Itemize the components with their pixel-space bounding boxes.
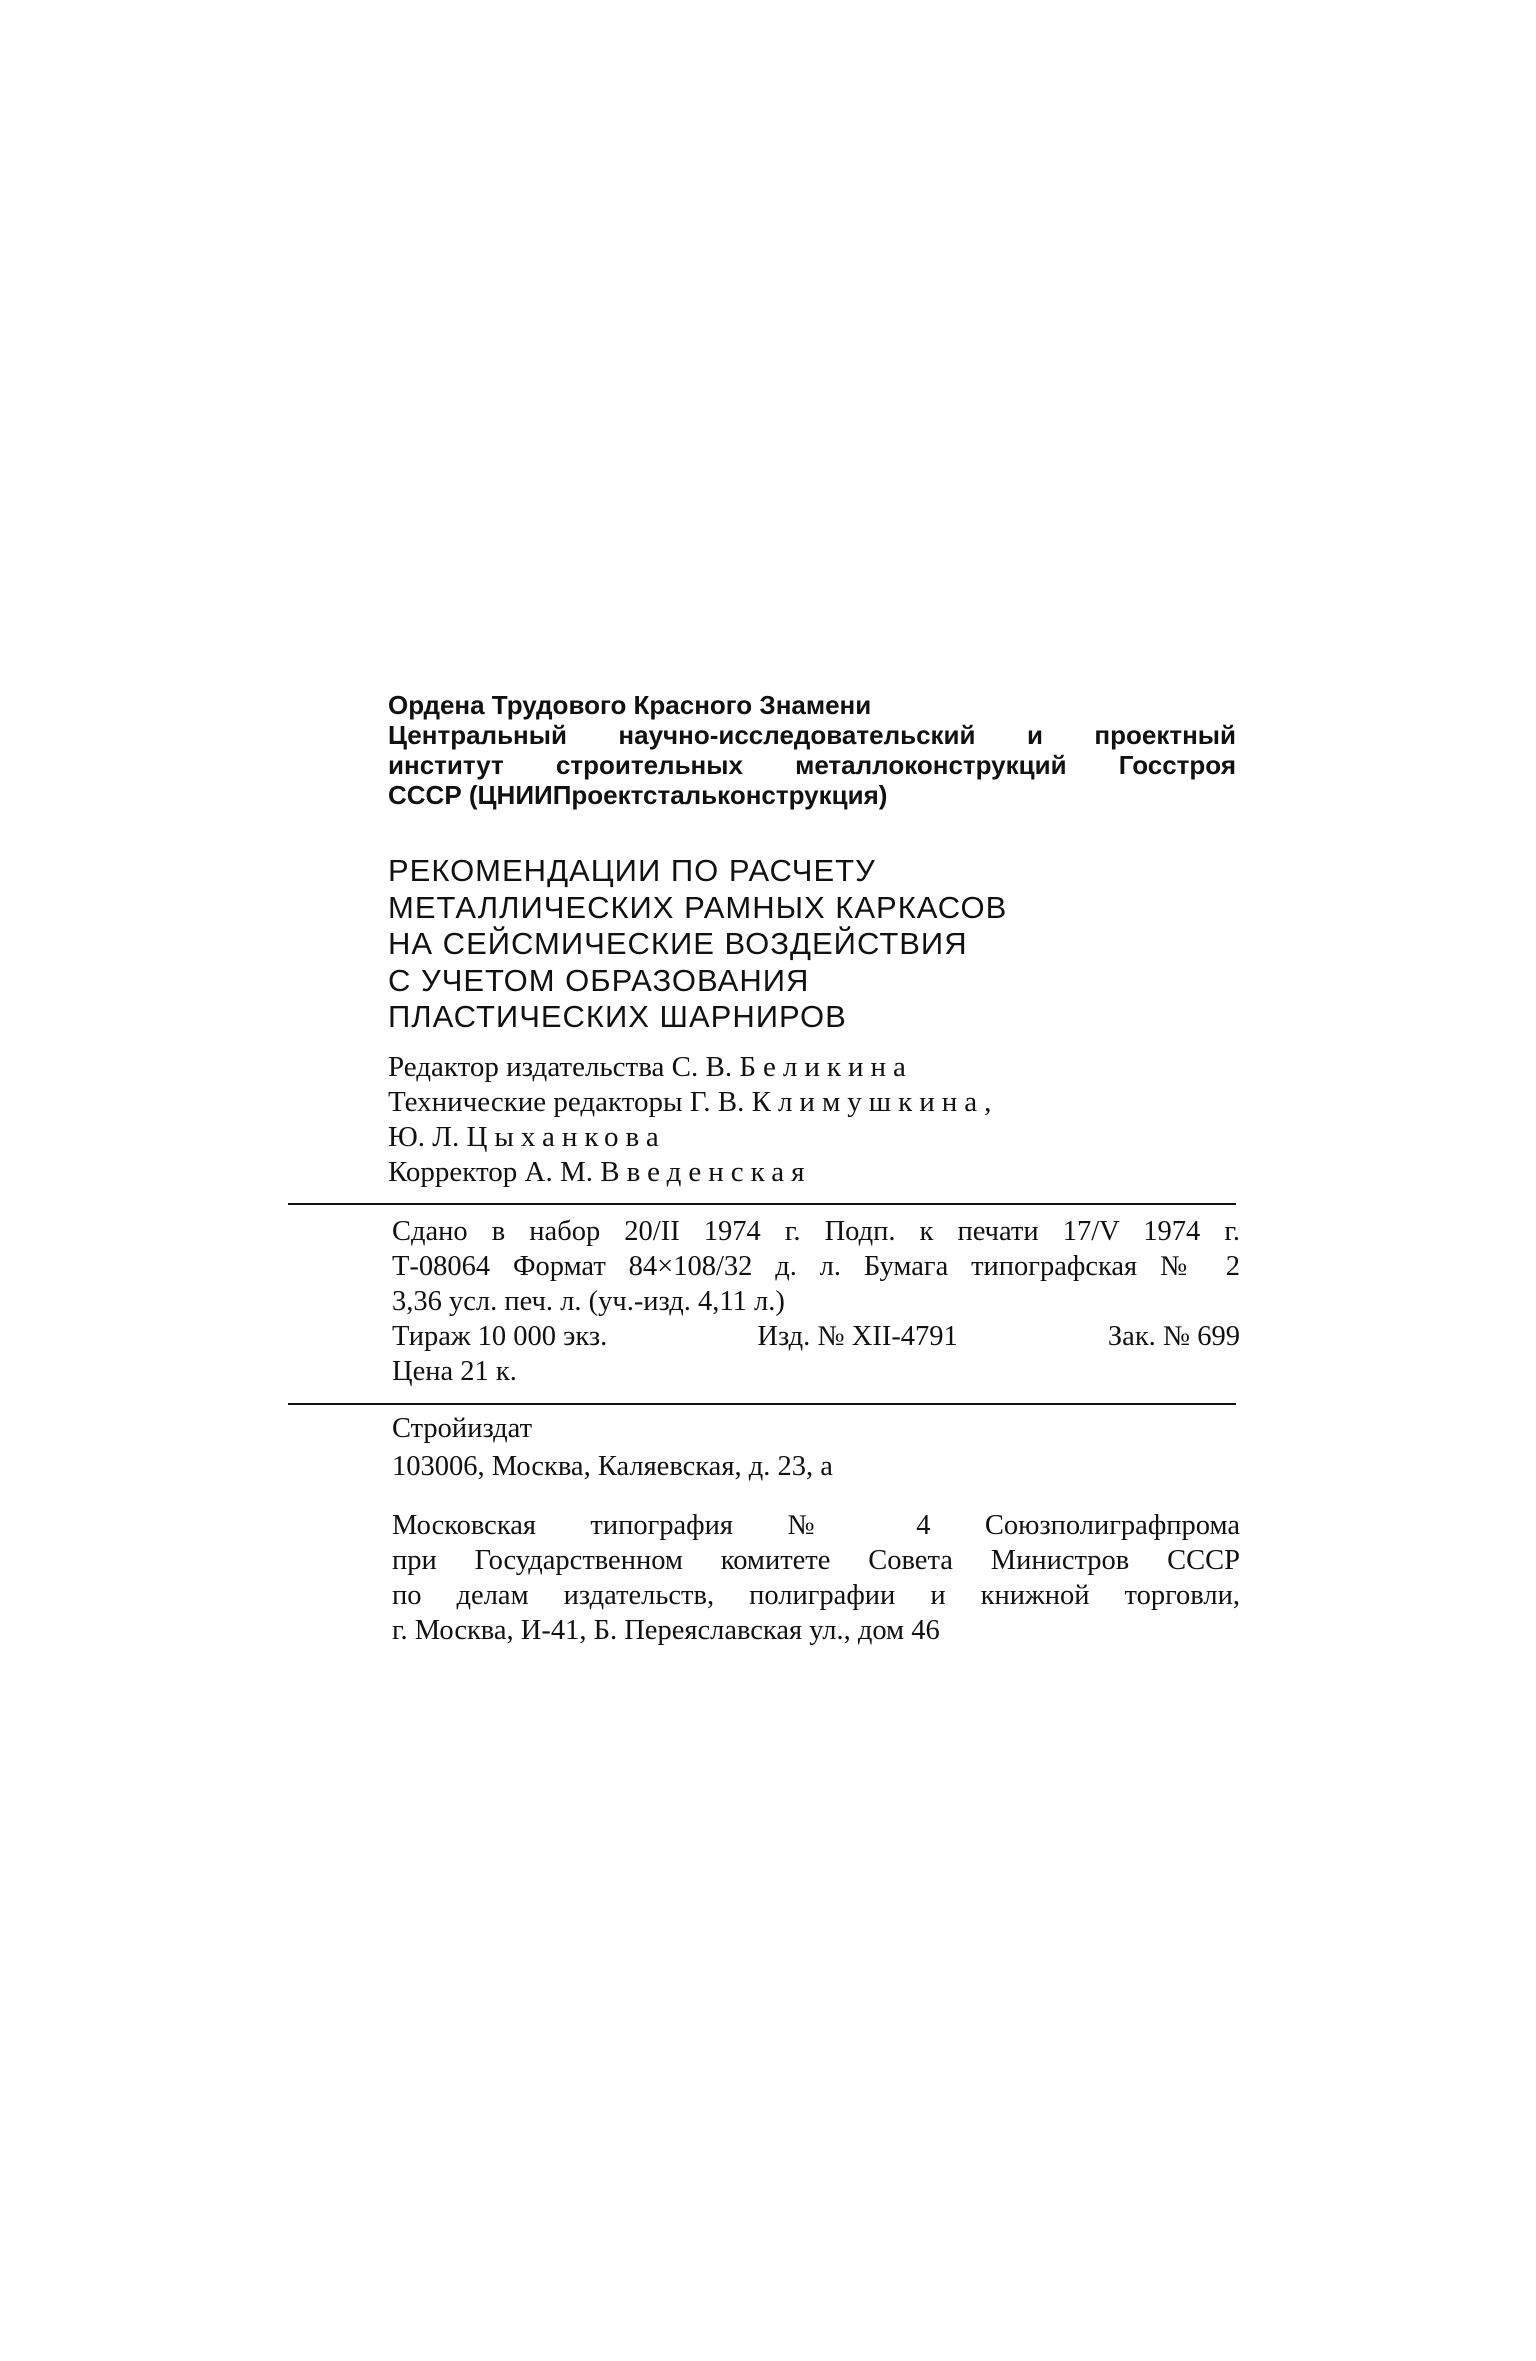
title-line-1: РЕКОМЕНДАЦИИ ПО РАСЧЕТУ: [388, 853, 876, 888]
publisher-name: Стройиздат: [392, 1413, 533, 1444]
imprint-line-1: Сдано в набор 20/II 1974 г. Подп. к печати 17/V 1974 г.: [392, 1216, 1240, 1247]
corrector-label: Корректор А. М.: [388, 1156, 593, 1188]
title-line-2: МЕТАЛЛИЧЕСКИХ РАМНЫХ КАРКАСОВ: [388, 889, 1008, 925]
printer-block: [392, 1508, 1240, 1648]
document-title: [388, 853, 1248, 1036]
tech-editor-name-2: Цыханкова: [466, 1121, 666, 1153]
divider-rule-top: [288, 1203, 1236, 1205]
edition-number: Изд. № XII-4791: [757, 1321, 958, 1352]
credits-block: [388, 1050, 1248, 1190]
title-line-4: С УЧЕТОМ ОБРАЗОВАНИЯ: [388, 962, 810, 998]
printer-line-1: Московская типография № 4 Союзполиграфпрома: [392, 1510, 1240, 1541]
divider-rule-bottom: [288, 1403, 1236, 1405]
editor-label: Редактор издательства С. В.: [388, 1051, 733, 1083]
printer-line-4: г. Москва, И-41, Б. Переяславская ул., дом 46: [392, 1615, 940, 1646]
circulation: Тираж 10 000 экз.: [392, 1321, 608, 1352]
order-number: Зак. № 699: [1107, 1321, 1240, 1352]
printer-line-3: по делам издательств, полиграфии и книжной торговли,: [392, 1580, 1240, 1611]
title-line-3: НА СЕЙСМИЧЕСКИЕ ВОЗДЕЙСТВИЯ: [388, 926, 968, 961]
price: Цена 21 к.: [392, 1356, 517, 1387]
imprint-line-2: Т-08064 Формат 84×108/32 д. л. Бумага типографская № 2: [392, 1251, 1240, 1282]
institute-line-4: СССР (ЦНИИПроектстальконструкция): [388, 780, 888, 810]
publisher-block: [392, 1410, 1240, 1486]
tech-editor-name-1: Климушкина,: [751, 1086, 999, 1118]
imprint-line-3: 3,36 усл. печ. л. (уч.-изд. 4,11 л.): [392, 1286, 785, 1317]
printer-line-2: при Государственном комитете Совета Министров СССР: [392, 1545, 1240, 1576]
editor-name: Беликина: [739, 1051, 913, 1083]
editor-credit: [388, 1050, 1248, 1085]
tech-editor-initials-2: Ю. Л.: [388, 1121, 460, 1153]
tech-editor-2-credit: [388, 1120, 1248, 1155]
institute-line-2: Центральный научно-исследовательский и проектный: [388, 720, 1236, 750]
title-line-5: ПЛАСТИЧЕСКИХ ШАРНИРОВ: [388, 999, 847, 1034]
tech-editors-label: Технические редакторы Г. В.: [388, 1086, 745, 1118]
imprint-line-4: [392, 1319, 1240, 1354]
tech-editors-credit: [388, 1085, 1248, 1120]
imprint-block: [392, 1214, 1240, 1389]
publisher-address: 103006, Москва, Каляевская, д. 23, а: [392, 1451, 833, 1482]
corrector-name: Введенская: [600, 1156, 812, 1188]
institute-line-3: институт строительных металлоконструкций Госстроя: [388, 750, 1236, 780]
corrector-credit: [388, 1155, 1248, 1190]
institute-block: [388, 690, 1236, 810]
institute-line-1: Ордена Трудового Красного Знамени: [388, 690, 872, 720]
